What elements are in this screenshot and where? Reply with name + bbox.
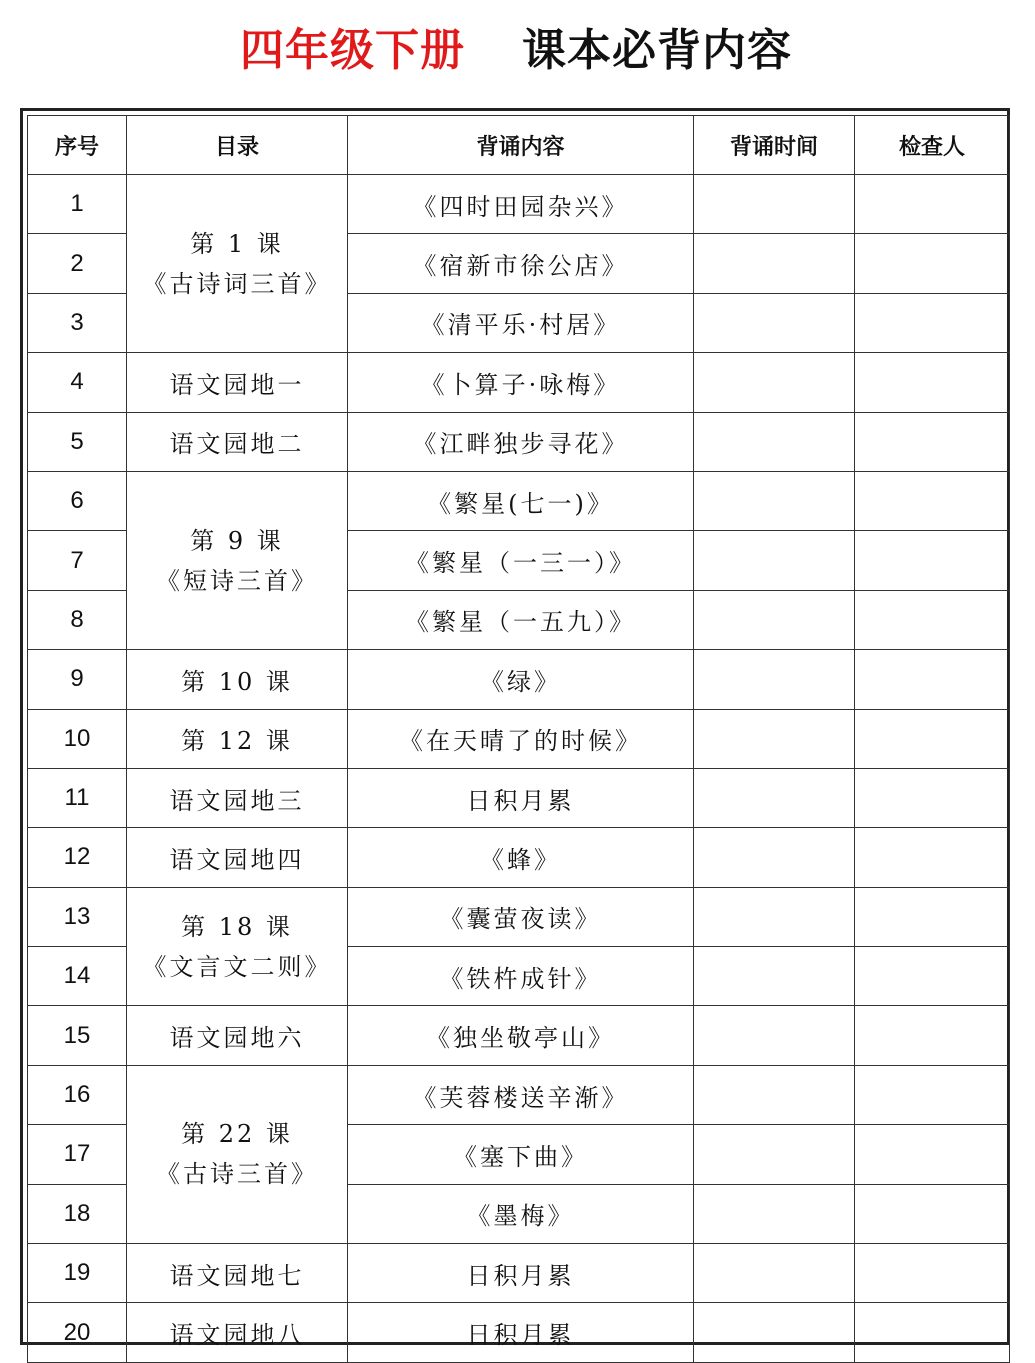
recite-content: 《在天晴了的时候》 bbox=[348, 709, 694, 768]
recite-time-cell[interactable] bbox=[694, 353, 855, 412]
checker-cell[interactable] bbox=[855, 293, 1010, 352]
header-time: 背诵时间 bbox=[694, 116, 855, 175]
directory-title: 《古诗词三首》 bbox=[142, 269, 332, 298]
recite-time-cell[interactable] bbox=[694, 709, 855, 768]
table-row bbox=[28, 1244, 1010, 1303]
recite-content: 《独坐敬亭山》 bbox=[348, 1006, 694, 1065]
table-row bbox=[28, 412, 1010, 471]
header-row bbox=[28, 116, 1010, 175]
directory-lesson: 第 18 课 bbox=[181, 912, 293, 941]
table-row bbox=[28, 471, 1010, 530]
directory-cell: 语文园地八 bbox=[127, 1303, 348, 1362]
directory-cell bbox=[127, 175, 348, 353]
recite-time-cell[interactable] bbox=[694, 1303, 855, 1362]
directory-title: 《古诗三首》 bbox=[156, 1160, 318, 1189]
recite-time-cell[interactable] bbox=[694, 590, 855, 649]
checker-cell[interactable] bbox=[855, 412, 1010, 471]
row-number: 6 bbox=[28, 471, 127, 530]
table-row bbox=[28, 768, 1010, 827]
table-row bbox=[28, 353, 1010, 412]
table-row bbox=[28, 1303, 1010, 1362]
row-number: 2 bbox=[28, 234, 127, 293]
recite-content: 《芙蓉楼送辛渐》 bbox=[348, 1065, 694, 1124]
checker-cell[interactable] bbox=[855, 531, 1010, 590]
table-row bbox=[28, 650, 1010, 709]
directory-cell: 语文园地六 bbox=[127, 1006, 348, 1065]
header-content: 背诵内容 bbox=[348, 116, 694, 175]
recite-content: 《囊萤夜读》 bbox=[348, 887, 694, 946]
row-number: 7 bbox=[28, 531, 127, 590]
directory-lesson: 第 9 课 bbox=[190, 526, 284, 555]
recite-time-cell[interactable] bbox=[694, 293, 855, 352]
recite-content: 《繁星(七一)》 bbox=[348, 471, 694, 530]
row-number: 20 bbox=[28, 1303, 127, 1362]
table-row bbox=[28, 1065, 1010, 1124]
checker-cell[interactable] bbox=[855, 768, 1010, 827]
recite-time-cell[interactable] bbox=[694, 1006, 855, 1065]
row-number: 19 bbox=[28, 1244, 127, 1303]
table-row bbox=[28, 887, 1010, 946]
recite-content: 《宿新市徐公店》 bbox=[348, 234, 694, 293]
recite-content: 《绿》 bbox=[348, 650, 694, 709]
recite-time-cell[interactable] bbox=[694, 412, 855, 471]
directory-lesson: 第 1 课 bbox=[190, 229, 284, 258]
directory-cell: 语文园地一 bbox=[127, 353, 348, 412]
recite-content: 《铁杵成针》 bbox=[348, 947, 694, 1006]
checker-cell[interactable] bbox=[855, 947, 1010, 1006]
recite-content: 《江畔独步寻花》 bbox=[348, 412, 694, 471]
recite-time-cell[interactable] bbox=[694, 768, 855, 827]
checker-cell[interactable] bbox=[855, 1006, 1010, 1065]
row-number: 4 bbox=[28, 353, 127, 412]
row-number: 17 bbox=[28, 1125, 127, 1184]
header-checker: 检查人 bbox=[855, 116, 1010, 175]
table-row bbox=[28, 828, 1010, 887]
checker-cell[interactable] bbox=[855, 1303, 1010, 1362]
row-number: 9 bbox=[28, 650, 127, 709]
recite-time-cell[interactable] bbox=[694, 1184, 855, 1243]
directory-cell bbox=[127, 1065, 348, 1243]
checker-cell[interactable] bbox=[855, 887, 1010, 946]
checker-cell[interactable] bbox=[855, 590, 1010, 649]
checker-cell[interactable] bbox=[855, 650, 1010, 709]
row-number: 18 bbox=[28, 1184, 127, 1243]
recite-content: 《塞下曲》 bbox=[348, 1125, 694, 1184]
directory-cell: 语文园地二 bbox=[127, 412, 348, 471]
row-number: 14 bbox=[28, 947, 127, 1006]
recite-time-cell[interactable] bbox=[694, 1125, 855, 1184]
directory-title: 《文言文二则》 bbox=[142, 952, 332, 981]
directory-title: 《短诗三首》 bbox=[156, 566, 318, 595]
checker-cell[interactable] bbox=[855, 353, 1010, 412]
checker-cell[interactable] bbox=[855, 471, 1010, 530]
recite-content: 日积月累 bbox=[348, 1303, 694, 1362]
row-number: 5 bbox=[28, 412, 127, 471]
row-number: 3 bbox=[28, 293, 127, 352]
row-number: 15 bbox=[28, 1006, 127, 1065]
row-number: 10 bbox=[28, 709, 127, 768]
directory-cell: 语文园地七 bbox=[127, 1244, 348, 1303]
recite-time-cell[interactable] bbox=[694, 1065, 855, 1124]
directory-cell: 语文园地三 bbox=[127, 768, 348, 827]
recite-content: 《繁星（一三一）》 bbox=[348, 531, 694, 590]
row-number: 1 bbox=[28, 175, 127, 234]
recitation-table bbox=[27, 115, 1010, 1363]
recite-time-cell[interactable] bbox=[694, 234, 855, 293]
recite-content: 《蜂》 bbox=[348, 828, 694, 887]
checker-cell[interactable] bbox=[855, 828, 1010, 887]
header-seq: 序号 bbox=[28, 116, 127, 175]
directory-lesson: 第 22 课 bbox=[181, 1120, 293, 1149]
row-number: 8 bbox=[28, 590, 127, 649]
recite-time-cell[interactable] bbox=[694, 531, 855, 590]
recite-content: 《繁星（一五九）》 bbox=[348, 590, 694, 649]
header-directory: 目录 bbox=[127, 116, 348, 175]
row-number: 16 bbox=[28, 1065, 127, 1124]
recite-time-cell[interactable] bbox=[694, 828, 855, 887]
directory-cell bbox=[127, 887, 348, 1006]
directory-cell: 第 12 课 bbox=[127, 709, 348, 768]
recite-time-cell[interactable] bbox=[694, 1244, 855, 1303]
recite-time-cell[interactable] bbox=[694, 175, 855, 234]
table-row bbox=[28, 709, 1010, 768]
title-subject: 课本必背内容 bbox=[522, 25, 792, 76]
checker-cell[interactable] bbox=[855, 1065, 1010, 1124]
directory-cell bbox=[127, 471, 348, 649]
recite-content: 《四时田园杂兴》 bbox=[348, 175, 694, 234]
row-number: 13 bbox=[28, 887, 127, 946]
title-grade: 四年级下册 bbox=[240, 25, 465, 76]
row-number: 11 bbox=[28, 768, 127, 827]
directory-cell: 语文园地四 bbox=[127, 828, 348, 887]
recite-content: 日积月累 bbox=[348, 1244, 694, 1303]
checker-cell[interactable] bbox=[855, 1184, 1010, 1243]
recite-time-cell[interactable] bbox=[694, 650, 855, 709]
recite-time-cell[interactable] bbox=[694, 887, 855, 946]
row-number: 12 bbox=[28, 828, 127, 887]
recite-time-cell[interactable] bbox=[694, 947, 855, 1006]
page-title bbox=[0, 0, 1035, 96]
table-row bbox=[28, 175, 1010, 234]
table-row bbox=[28, 1006, 1010, 1065]
recite-time-cell[interactable] bbox=[694, 471, 855, 530]
recite-content: 《卜算子·咏梅》 bbox=[348, 353, 694, 412]
checker-cell[interactable] bbox=[855, 709, 1010, 768]
directory-cell: 第 10 课 bbox=[127, 650, 348, 709]
recite-content: 《清平乐·村居》 bbox=[348, 293, 694, 352]
checker-cell[interactable] bbox=[855, 175, 1010, 234]
recite-content: 日积月累 bbox=[348, 768, 694, 827]
checker-cell[interactable] bbox=[855, 1125, 1010, 1184]
recite-content: 《墨梅》 bbox=[348, 1184, 694, 1243]
checker-cell[interactable] bbox=[855, 234, 1010, 293]
checker-cell[interactable] bbox=[855, 1244, 1010, 1303]
